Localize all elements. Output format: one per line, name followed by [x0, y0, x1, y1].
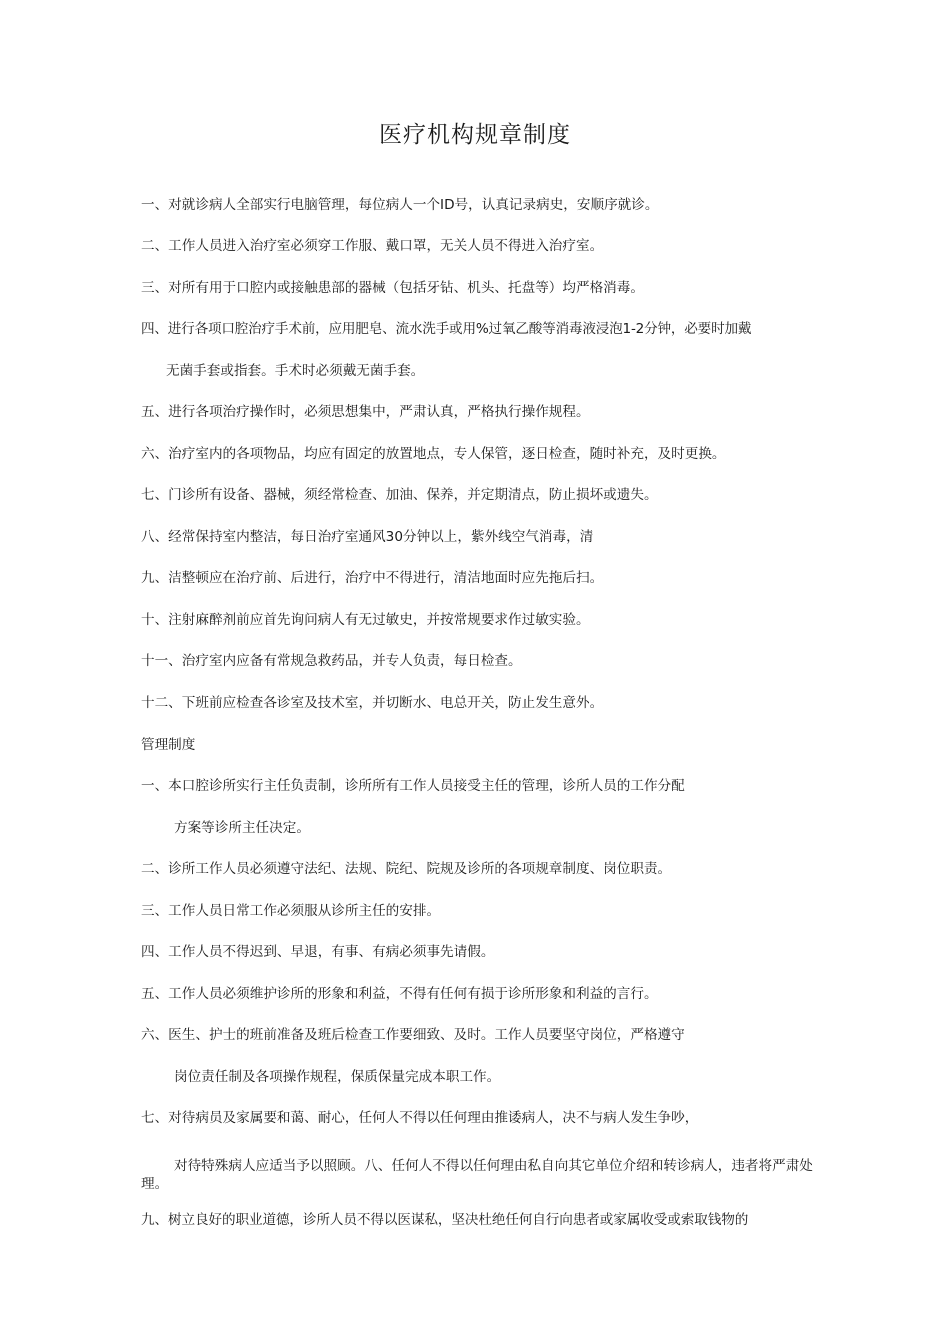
- rule-line: 七、对待病员及家属要和蔼、耐心，任何人不得以任何理由推诿病人，决不与病人发生争吵，: [141, 1110, 699, 1126]
- rule-line: 三、工作人员日常工作必须服从诊所主任的安排。: [141, 903, 441, 919]
- rule-paragraph: 对待特殊病人应适当予以照顾。八、任何人不得以任何理由私自向其它单位介绍和转诊病人，违者将严肃处理。: [141, 1158, 813, 1192]
- rule-line: 五、工作人员必须维护诊所的形象和利益，不得有任何有损于诊所形象和利益的言行。: [141, 986, 658, 1002]
- rule-line: 四、工作人员不得迟到、早退，有事、有病必须事先请假。: [141, 944, 495, 960]
- rule-line: 七、门诊所有设备、器械，须经常检查、加油、保养，并定期清点，防止损坏或遗失。: [141, 487, 658, 503]
- rule-line: 四、进行各项口腔治疗手术前，应用肥皂、流水洗手或用%过氧乙酸等消毒液浸泡1-2分钟，必要时加戴: [141, 321, 752, 337]
- rule-line: 三、对所有用于口腔内或接触患部的器械（包括牙钻、机头、托盘等）均严格消毒。: [141, 280, 644, 296]
- rule-line: 六、治疗室内的各项物品，均应有固定的放置地点，专人保管，逐日检查，随时补充，及时更换。: [141, 446, 726, 462]
- document-title: 医疗机构规章制度: [379, 122, 571, 148]
- rule-line: 一、对就诊病人全部实行电脑管理，每位病人一个ID号，认真记录病史，安顺序就诊。: [141, 197, 659, 213]
- rule-line: 二、诊所工作人员必须遵守法纪、法规、院纪、院规及诊所的各项规章制度、岗位职责。: [141, 861, 672, 877]
- section-heading: 管理制度: [141, 737, 196, 753]
- rule-line: 十一、治疗室内应备有常规急救药品，并专人负责，每日检查。: [141, 653, 522, 669]
- rule-line: 九、洁整顿应在治疗前、后进行，治疗中不得进行，清洁地面时应先拖后扫。: [141, 570, 604, 586]
- rule-line: 十二、下班前应检查各诊室及技术室，并切断水、电总开关，防止发生意外。: [141, 695, 604, 711]
- rule-line: 十、注射麻醉剂前应首先询问病人有无过敏史，并按常规要求作过敏实验。: [141, 612, 590, 628]
- rule-line: 二、工作人员进入治疗室必须穿工作服、戴口罩，无关人员不得进入治疗室。: [141, 238, 604, 254]
- rule-line: 九、树立良好的职业道德，诊所人员不得以医谋私，坚决杜绝任何自行向患者或家属收受或索取钱物的: [141, 1212, 749, 1228]
- rule-line: 五、进行各项治疗操作时，必须思想集中，严肃认真，严格执行操作规程。: [141, 404, 590, 420]
- rule-line: 八、经常保持室内整洁，每日治疗室通风30分钟以上，紫外线空气消毒，清: [141, 529, 594, 545]
- rule-line: 一、本口腔诊所实行主任负责制，诊所所有工作人员接受主任的管理，诊所人员的工作分配: [141, 778, 685, 794]
- rule-line-continuation: 无菌手套或指套。手术时必须戴无菌手套。: [166, 363, 425, 379]
- rule-line-continuation: 岗位责任制及各项操作规程，保质保量完成本职工作。: [174, 1069, 501, 1085]
- rule-line: 六、医生、护士的班前准备及班后检查工作要细致、及时。工作人员要坚守岗位，严格遵守: [141, 1027, 685, 1043]
- rule-line-continuation: 方案等诊所主任决定。: [174, 820, 310, 836]
